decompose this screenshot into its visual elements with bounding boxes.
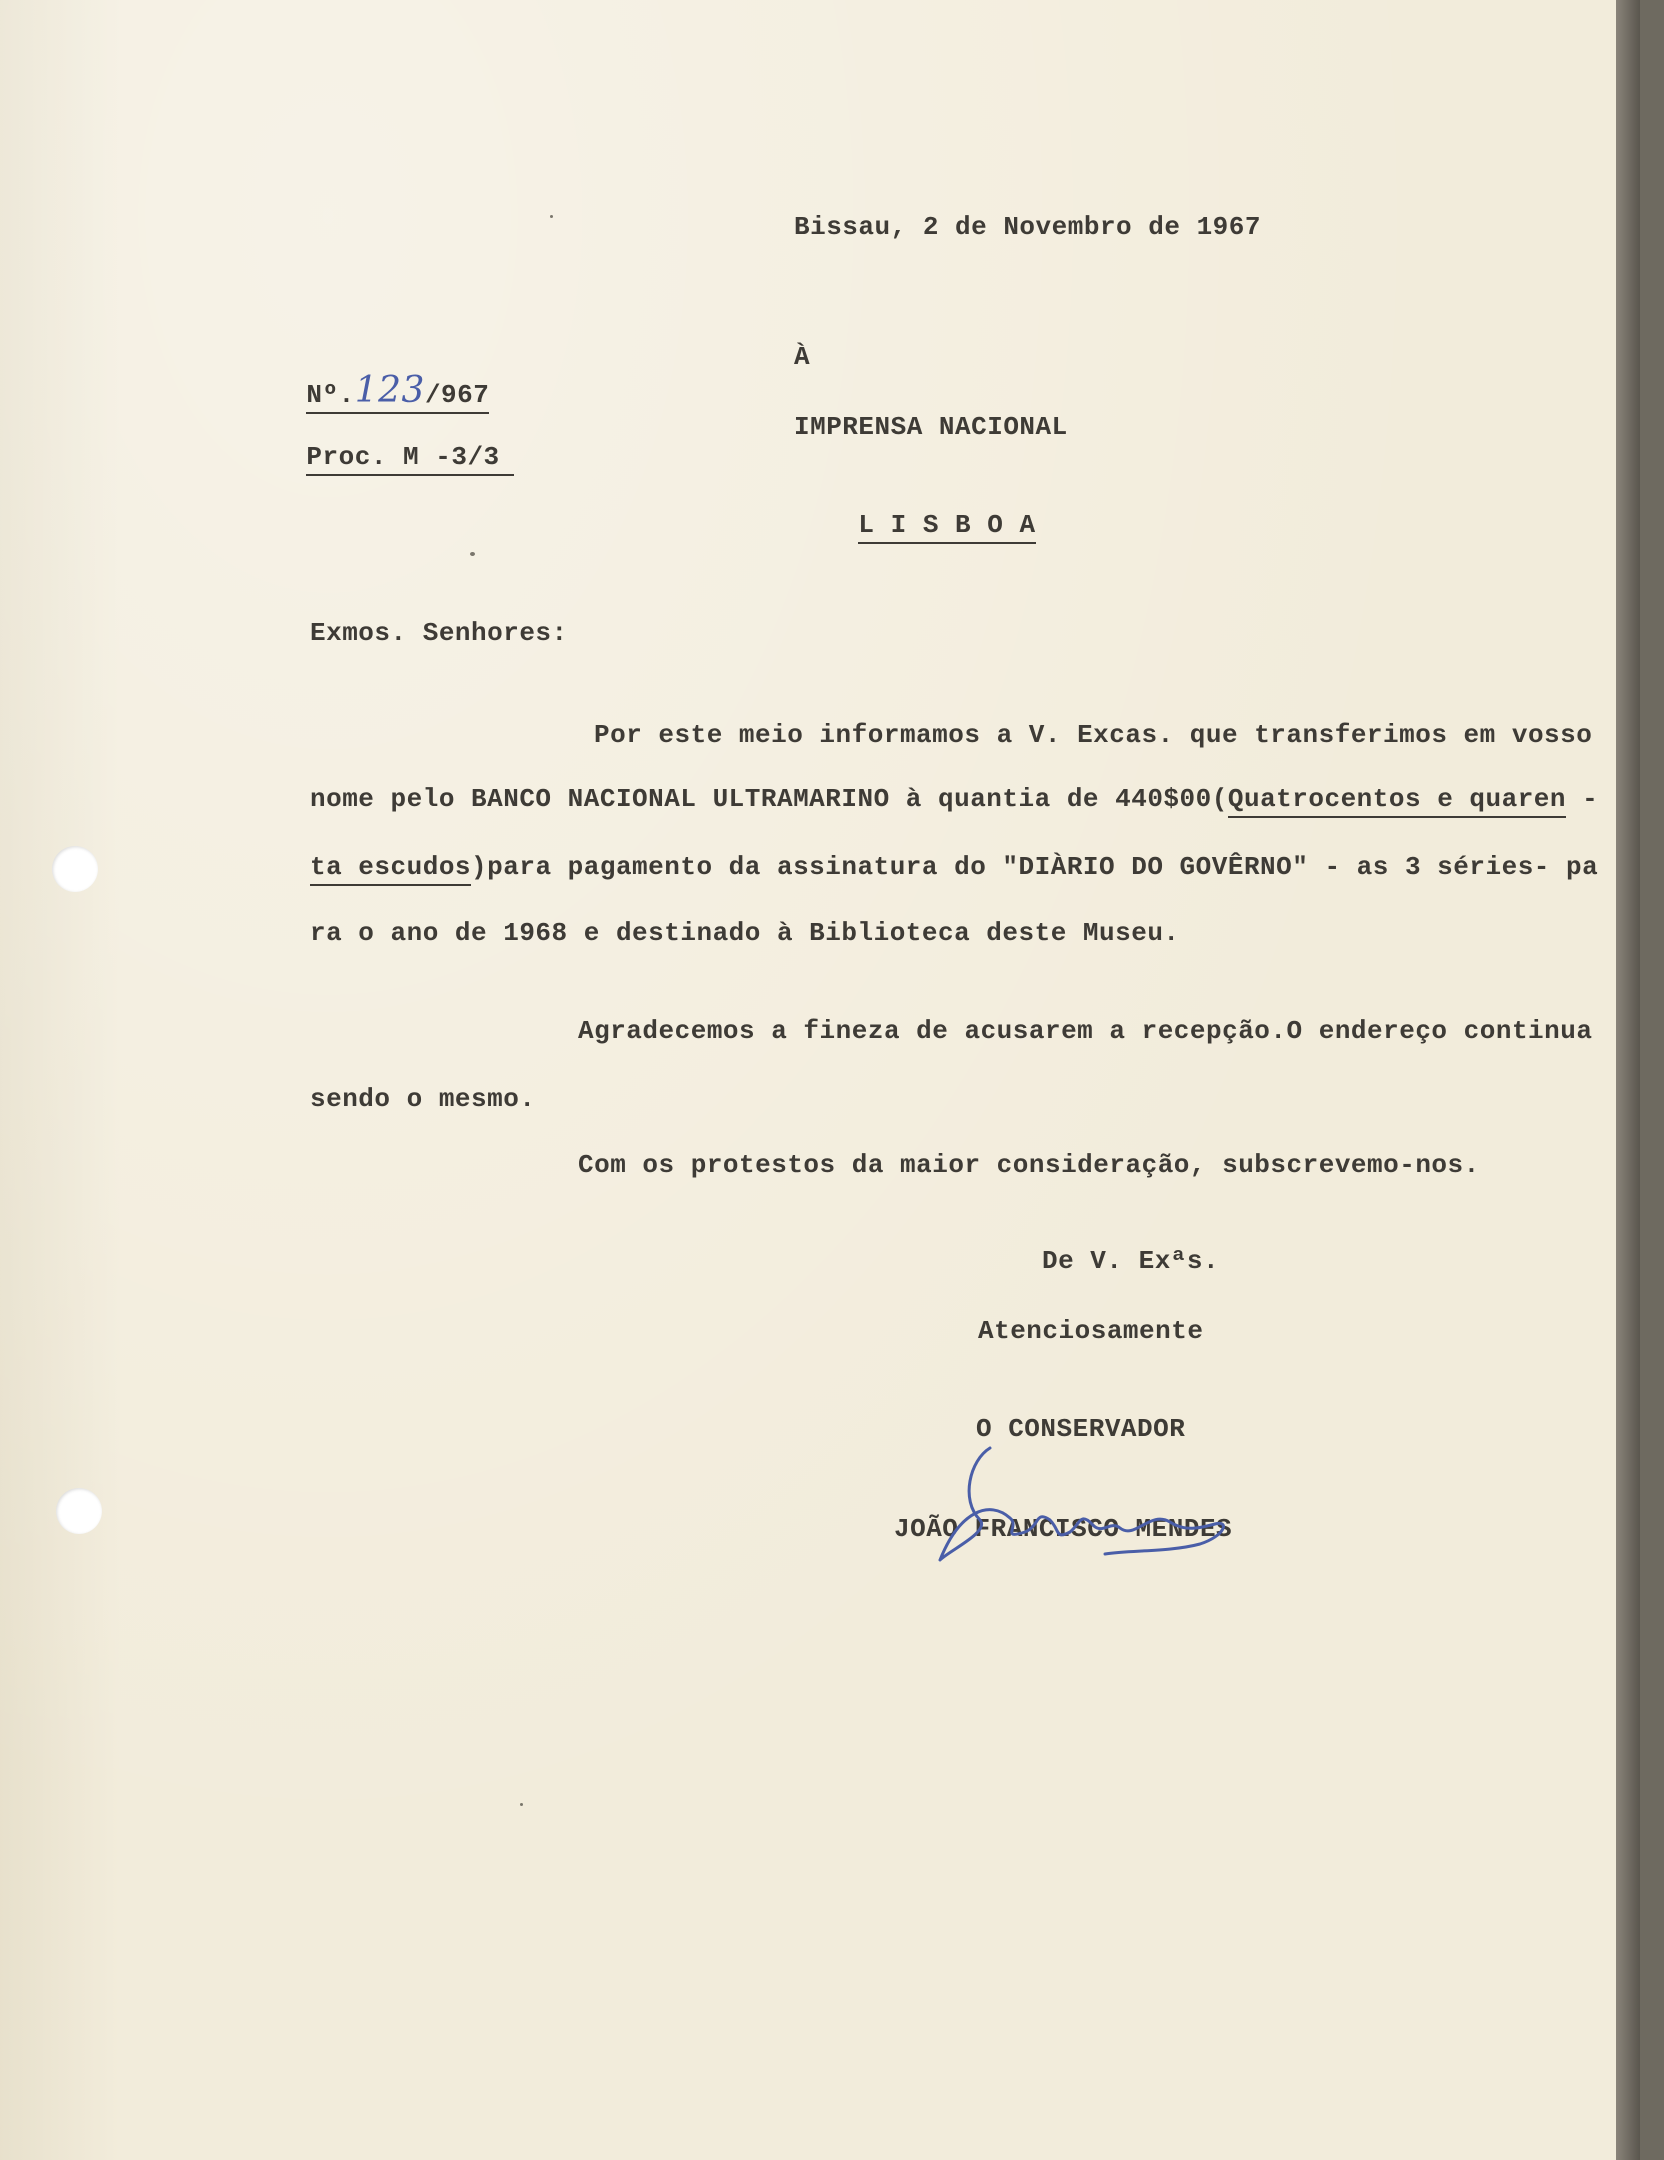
para1-line2 [310,784,1598,814]
recipient-name: IMPRENSA NACIONAL [794,412,1068,442]
para1-line2-underlined: Quatrocentos e quaren [1228,784,1566,818]
process-reference [242,412,514,502]
para1-line2-end: - [1566,784,1599,814]
date-line: Bissau, 2 de Novembro de 1967 [794,212,1261,242]
reference-number-handwritten: 123 [354,370,425,411]
closing-de: De V. Exªs. [1042,1246,1220,1276]
reference-number-line [306,370,490,414]
para1-line3 [310,852,1598,882]
signatory-name: JOÃO FRANCISCO MENDES [894,1514,1233,1544]
process-reference-text: Proc. M -3/3 [306,442,513,476]
para3: Com os protestos da maior consideração, subscrevemo-nos. [578,1150,1480,1180]
reference-number-suffix: /967 [424,380,490,410]
salutation: Exmos. Senhores: [310,618,568,648]
page-edge-shadow [1616,0,1640,2160]
handwritten-signature [930,1440,1240,1570]
paper-speck [520,1803,523,1806]
para1-line3-underlined: ta escudos [310,852,471,886]
para1-line1: Por este meio informamos a V. Excas. que transferimos em vosso [594,720,1593,750]
punch-hole-bottom [56,1488,102,1534]
recipient-city [794,480,1036,570]
closing-atenciosamente: Atenciosamente [978,1316,1204,1346]
signature-stroke [940,1448,1223,1560]
paper-speck [470,552,475,556]
para2-line2: sendo o mesmo. [310,1084,536,1114]
para2-line1: Agradecemos a fineza de acusarem a recepção.O endereço continua [578,1016,1593,1046]
para1-line2-start: nome pelo BANCO NACIONAL ULTRAMARINO à quantia de 440$00( [310,784,1228,814]
reference-number-prefix: Nº. [306,380,355,410]
para1-line3-end: )para pagamento da assinatura do "DIÀRIO DO GOVÊRNO" - as 3 séries- pa [471,852,1599,882]
recipient-prefix: À [794,342,811,372]
para1-line4: ra o ano de 1968 e destinado à Biblioteca deste Museu. [310,918,1180,948]
recipient-city-text: L I S B O A [858,510,1035,544]
punch-hole-top [52,846,98,892]
signatory-title: O CONSERVADOR [976,1414,1186,1444]
paper-speck [550,215,553,218]
